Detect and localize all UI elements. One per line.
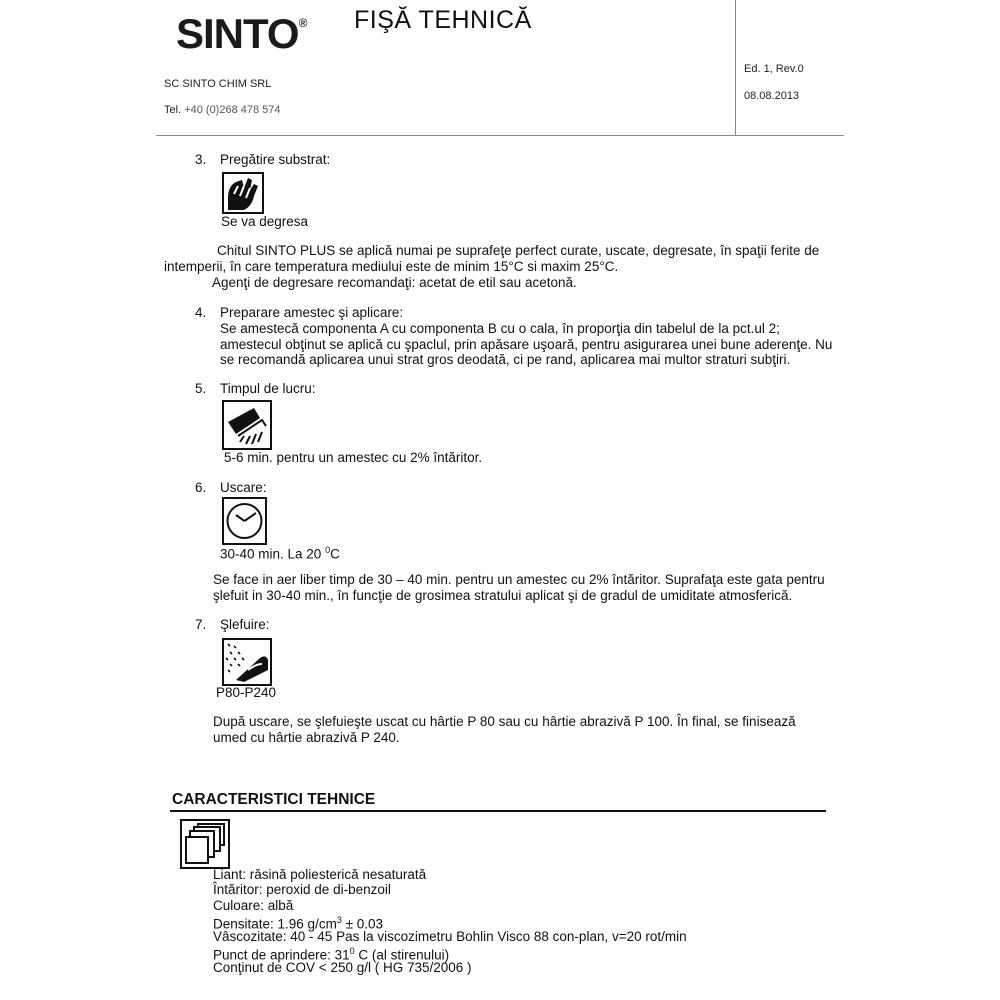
company-name: SC SINTO CHIM SRL	[164, 78, 272, 90]
section-5-number: 5.	[195, 381, 207, 396]
spec-binder: Liant: răsină poliesterică nesaturată	[213, 867, 427, 882]
density-value: Densitate: 1.96 g/cm	[213, 916, 337, 932]
section-6-line2: şlefuit in 30-40 min., în funcţie de grosimea stratului aplicat şi de gradul de umiditate atmosferică.	[213, 588, 793, 603]
section-3-icon-caption: Se va degresa	[221, 214, 309, 229]
degrease-hand-icon	[222, 172, 264, 214]
degree-sup: 0	[325, 545, 331, 555]
section-6-number: 6.	[195, 480, 207, 495]
section-3-title: Pregătire substrat:	[220, 152, 331, 167]
company-phone	[164, 104, 281, 116]
phone-label: Tel.	[164, 104, 182, 116]
sinto-logo	[176, 10, 306, 58]
section-7-caption: P80-P240	[216, 685, 277, 700]
section-4-number: 4.	[195, 305, 207, 320]
section-6-caption	[220, 543, 340, 562]
section-4-line3: se recomandă aplicarea unui strat gros deodată, ci pe rand, aplicarea mai multor straturi subţiri.	[220, 352, 791, 367]
spec-viscosity: Vâscozitate: 40 - 45 Pas la viscozimetru Bohlin Visco 88 con-plan, v=20 rot/min	[213, 929, 687, 944]
header-divider	[156, 135, 844, 136]
registered-mark: ®	[298, 16, 307, 30]
spatula-application-icon	[222, 400, 272, 450]
section-7-number: 7.	[195, 617, 207, 632]
section-6-title: Uscare:	[220, 480, 267, 495]
section-3-number: 3.	[195, 152, 207, 167]
section-5-title: Timpul de lucru:	[220, 381, 316, 396]
clock-icon	[222, 497, 267, 545]
technical-characteristics-heading: CARACTERISTICI TEHNICE	[172, 791, 376, 808]
header-vertical-divider	[735, 0, 736, 136]
revision-date: 08.08.2013	[744, 90, 800, 102]
section-4-title: Preparare amestec şi aplicare:	[220, 305, 404, 320]
flash-point-sup: 0	[349, 946, 355, 956]
section-underline	[170, 810, 826, 812]
drying-time: 30-40 min. La 20	[220, 546, 326, 562]
section-7-line1: După uscare, se şlefuieşte uscat cu hârtie P 80 sau cu hârtie abrazivă P 100. În final, se finisează	[213, 714, 796, 729]
section-4-line1: Se amestecă componenta A cu componenta B cu o cala, în proporţia din tabelul de la pct.ul 2;	[220, 321, 780, 336]
density-sup: 3	[336, 915, 342, 925]
spec-color: Culoare: albă	[213, 898, 294, 913]
spec-hardener: Întăritor: peroxid de di-benzoil	[213, 882, 391, 897]
page-title: FIŞĂ TEHNICĂ	[354, 6, 532, 34]
section-4-line2: amestecul obţinut se aplică cu şpaclul, prin apăsare uşoară, pentru asigurarea unei bune aderenţe. Nu	[220, 337, 833, 352]
density-tolerance: ± 0.03	[341, 916, 384, 932]
section-7-title: Şlefuire:	[220, 617, 270, 632]
section-3-degreasers: Agenţi de degresare recomandaţi: acetat de etil sau acetonă.	[212, 275, 577, 290]
section-3-paragraph-line1: Chitul SINTO PLUS se aplică numai pe suprafeţe perfect curate, uscate, degresate, în spaţii ferite de	[217, 243, 820, 258]
book-icon	[180, 819, 230, 869]
degree-unit: C	[330, 546, 340, 562]
spec-voc-content: Conţinut de COV < 250 g/l ( HG 735/2006 )	[213, 960, 472, 975]
section-5-caption: 5-6 min. pentru un amestec cu 2% întăritor.	[224, 450, 483, 465]
sanding-icon	[222, 638, 272, 686]
logo-text: SINTO	[176, 10, 299, 57]
section-7-line2: umed cu hârtie abrazivă P 240.	[213, 730, 400, 745]
flash-point-value: Punct de aprindere: 31	[213, 947, 350, 963]
section-3-paragraph-line2: intemperii, în care temperatura mediului este de minim 15°C si maxim 25°C.	[164, 259, 619, 274]
flash-point-unit: C (al stirenului)	[354, 947, 450, 963]
section-6-line1: Se face in aer liber timp de 30 – 40 min. pentru un amestec cu 2% întăritor. Suprafaţa este gata pentru	[213, 572, 825, 587]
edition-label: Ed. 1, Rev.0	[744, 63, 804, 75]
phone-number: +40 (0)268 478 574	[184, 104, 281, 116]
